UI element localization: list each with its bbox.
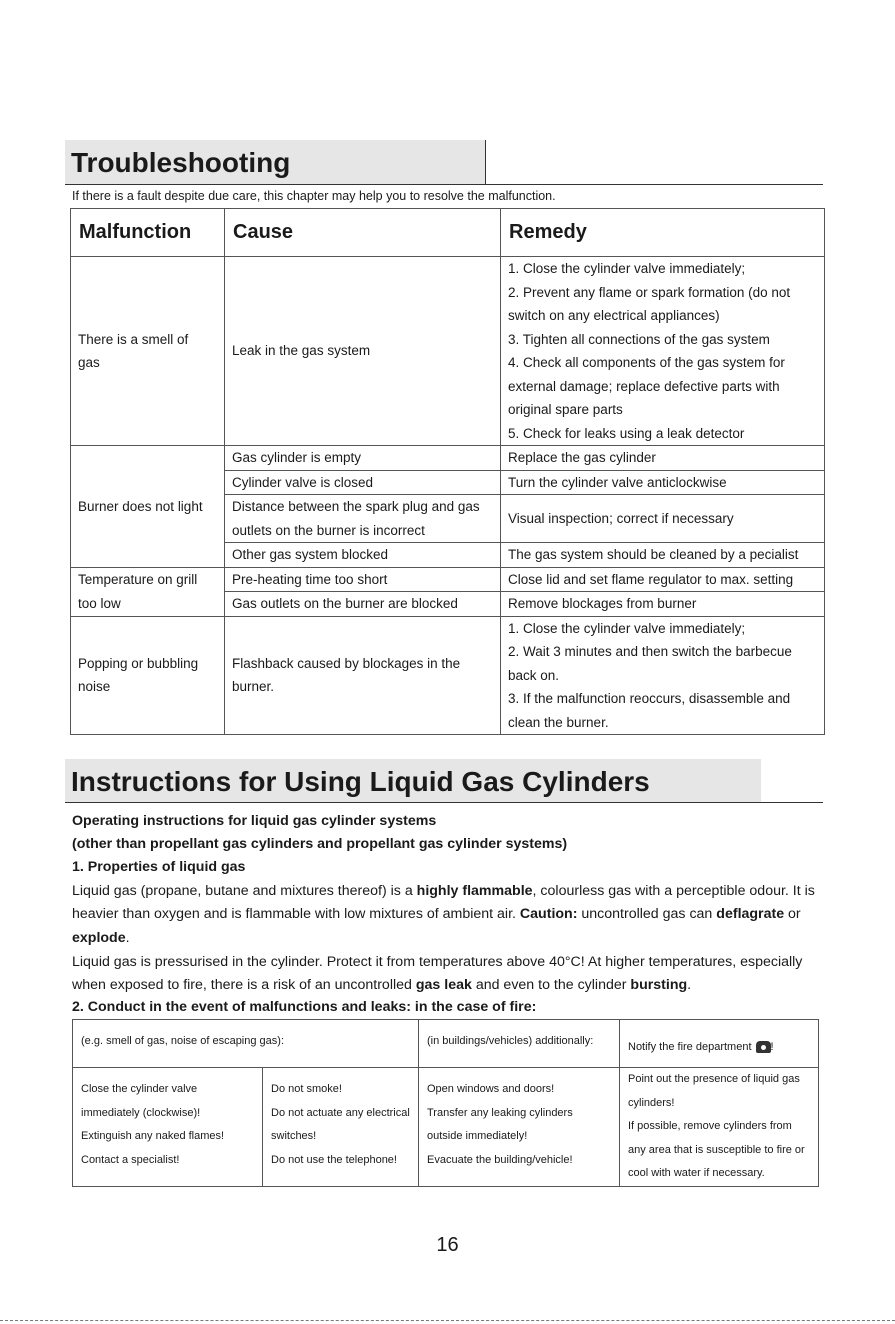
- troubleshooting-intro: If there is a fault despite due care, this chapter may help you to resolve the malfunction.: [72, 189, 556, 203]
- emphasis-text: bursting: [630, 977, 688, 994]
- fire-conduct-table: [72, 1019, 819, 1187]
- emphasis-text: Caution:: [519, 906, 578, 923]
- subheading-properties: 1. Properties of liquid gas: [72, 859, 246, 875]
- cell-line: Do not actuate any electrical: [271, 1106, 410, 1119]
- cell-line: burner.: [232, 679, 275, 695]
- header-cause: Cause: [225, 209, 501, 257]
- cell-line: Point out the presence of liquid gas: [628, 1073, 800, 1085]
- cause-cell: Leak in the gas system: [225, 257, 501, 446]
- remedy-cell: [501, 257, 825, 446]
- cause-cell: Gas outlets on the burner are blocked: [225, 592, 501, 617]
- cell-line: switches!: [271, 1130, 317, 1142]
- page-bottom-divider: [0, 1320, 895, 1321]
- header-remedy: Remedy: [501, 209, 825, 257]
- cell-line: Contact a specialist!: [81, 1153, 180, 1166]
- cell-line: 5. Check for leaks using a leak detector: [508, 425, 745, 441]
- cause-cell: Gas cylinder is empty: [225, 446, 501, 471]
- cell-line: Open windows and doors!: [427, 1083, 555, 1095]
- subheading-operating: Operating instructions for liquid gas cylinder systems: [72, 813, 437, 829]
- table-row: [71, 616, 825, 735]
- table-row: [71, 446, 825, 471]
- remedy-cell: The gas system should be cleaned by a pecialist: [501, 543, 825, 568]
- cell-line: cylinders!: [628, 1096, 675, 1109]
- emphasis-text: explode: [72, 929, 126, 946]
- table-row: [71, 257, 825, 446]
- cell-line: Temperature on grill: [78, 572, 198, 587]
- cell-line: Distance between the spark plug and gas: [232, 499, 480, 514]
- cell-line: Close the cylinder valve: [81, 1083, 198, 1095]
- conduct-cell: [620, 1068, 819, 1187]
- cell-line: 3. If the malfunction reoccurs, disassemble and: [508, 691, 791, 706]
- remedy-cell: Remove blockages from burner: [501, 592, 825, 617]
- conduct-cell: [263, 1068, 419, 1187]
- cell-line: Do not smoke!: [271, 1083, 342, 1095]
- cell-line: Do not use the telephone!: [271, 1153, 397, 1166]
- cell-line: back on.: [508, 667, 560, 683]
- cell-line: 2. Prevent any flame or spark formation (do not: [508, 284, 791, 300]
- gas-instructions-rule: [65, 802, 823, 803]
- cell-line: 1. Close the cylinder valve immediately;: [508, 620, 746, 636]
- text-run: uncontrolled gas can: [577, 906, 717, 923]
- remedy-cell: Replace the gas cylinder: [501, 446, 825, 471]
- table-row: [71, 567, 825, 592]
- table-header-row: [71, 209, 825, 257]
- malfunction-cell: [71, 567, 225, 616]
- cell-line: 1. Close the cylinder valve immediately;: [508, 261, 746, 276]
- cell-line: too low: [78, 595, 121, 611]
- conduct-cell: [73, 1068, 263, 1187]
- cell-line: Extinguish any naked flames!: [81, 1130, 225, 1142]
- cell-line: Evacuate the building/vehicle!: [427, 1153, 573, 1166]
- text-run: , colourless gas with a perceptible odour. It is heavier than oxygen and is flammable with low mixtures of ambient air.: [72, 883, 815, 923]
- cell-line: switch on any electrical appliances): [508, 308, 720, 323]
- remedy-cell: [501, 616, 825, 735]
- cell-line: any area that is susceptible to fire or: [628, 1143, 805, 1156]
- malfunction-cell: [71, 257, 225, 446]
- cell-line: 4. Check all components of the gas system for: [508, 355, 785, 370]
- header-malfunction: Malfunction: [71, 209, 225, 257]
- notify-fire-suffix: !: [770, 1041, 774, 1053]
- remedy-cell: Turn the cylinder valve anticlockwise: [501, 470, 825, 495]
- text-run: .: [125, 929, 130, 946]
- remedy-cell: Visual inspection; correct if necessary: [501, 495, 825, 543]
- cell-line: 3. Tighten all connections of the gas system: [508, 331, 770, 347]
- cell-line: If possible, remove cylinders from: [628, 1120, 792, 1132]
- conduct-header-fire: [620, 1020, 819, 1068]
- cell-line: outlets on the burner is incorrect: [232, 522, 425, 538]
- telephone-icon: [756, 1041, 771, 1053]
- gas-instructions-heading: Instructions for Using Liquid Gas Cylinders: [65, 759, 761, 802]
- malfunction-cell: Burner does not light: [71, 446, 225, 568]
- heading-divider-vertical: [485, 140, 486, 184]
- emphasis-text: deflagrate: [716, 906, 785, 923]
- cause-cell: [225, 495, 501, 543]
- troubleshooting-rule: [65, 184, 823, 185]
- cell-line: 2. Wait 3 minutes and then switch the barbecue: [508, 644, 792, 659]
- troubleshooting-table: [70, 208, 825, 735]
- cell-line: cool with water if necessary.: [628, 1167, 765, 1179]
- table-header-row: [73, 1020, 819, 1068]
- malfunction-cell: [71, 616, 225, 735]
- conduct-cell: [419, 1068, 620, 1187]
- emphasis-text: gas leak: [415, 977, 472, 994]
- cell-line: immediately (clockwise)!: [81, 1106, 201, 1119]
- cause-cell: Pre-heating time too short: [225, 567, 501, 592]
- text-run: or: [784, 906, 801, 923]
- cell-line: clean the burner.: [508, 714, 609, 730]
- text-run: Liquid gas is pressurised in the cylinder. Protect it from temperatures above 40°C! At higher temperatures, especially when exposed to fire, there is a risk of an uncontrolled: [72, 954, 803, 994]
- page-number: 16: [436, 1234, 459, 1256]
- cell-line: Flashback caused by blockages in the: [232, 655, 461, 671]
- cell-line: There is a smell of: [78, 331, 189, 347]
- cell-line: gas: [78, 355, 100, 370]
- emphasis-text: highly flammable: [416, 883, 533, 899]
- cell-line: external damage; replace defective parts with: [508, 378, 780, 394]
- text-run: Liquid gas (propane, butane and mixtures thereof) is a: [72, 883, 417, 899]
- cell-line: noise: [78, 679, 111, 695]
- cell-line: outside immediately!: [427, 1130, 528, 1142]
- remedy-cell: Close lid and set flame regulator to max. setting: [501, 567, 825, 592]
- text-run: and even to the cylinder: [471, 977, 631, 994]
- text-run: .: [687, 977, 692, 994]
- conduct-header-buildings: (in buildings/vehicles) additionally:: [419, 1020, 620, 1068]
- pressure-paragraph: [72, 951, 828, 998]
- subheading-other-than: (other than propellant gas cylinders and propellant gas cylinder systems): [72, 836, 568, 852]
- subheading-conduct: 2. Conduct in the event of malfunctions and leaks: in the case of fire:: [72, 999, 537, 1015]
- cell-line: original spare parts: [508, 402, 623, 417]
- cause-cell: Other gas system blocked: [225, 543, 501, 568]
- properties-paragraph: [72, 880, 828, 950]
- troubleshooting-heading: Troubleshooting: [65, 140, 485, 184]
- cause-cell: [225, 616, 501, 735]
- notify-fire-text: Notify the fire department: [628, 1041, 752, 1053]
- cell-line: Popping or bubbling: [78, 655, 199, 671]
- cause-cell: Cylinder valve is closed: [225, 470, 501, 495]
- table-row: [73, 1068, 819, 1187]
- conduct-header-general: (e.g. smell of gas, noise of escaping gas):: [73, 1020, 419, 1068]
- cell-line: Transfer any leaking cylinders: [427, 1106, 573, 1119]
